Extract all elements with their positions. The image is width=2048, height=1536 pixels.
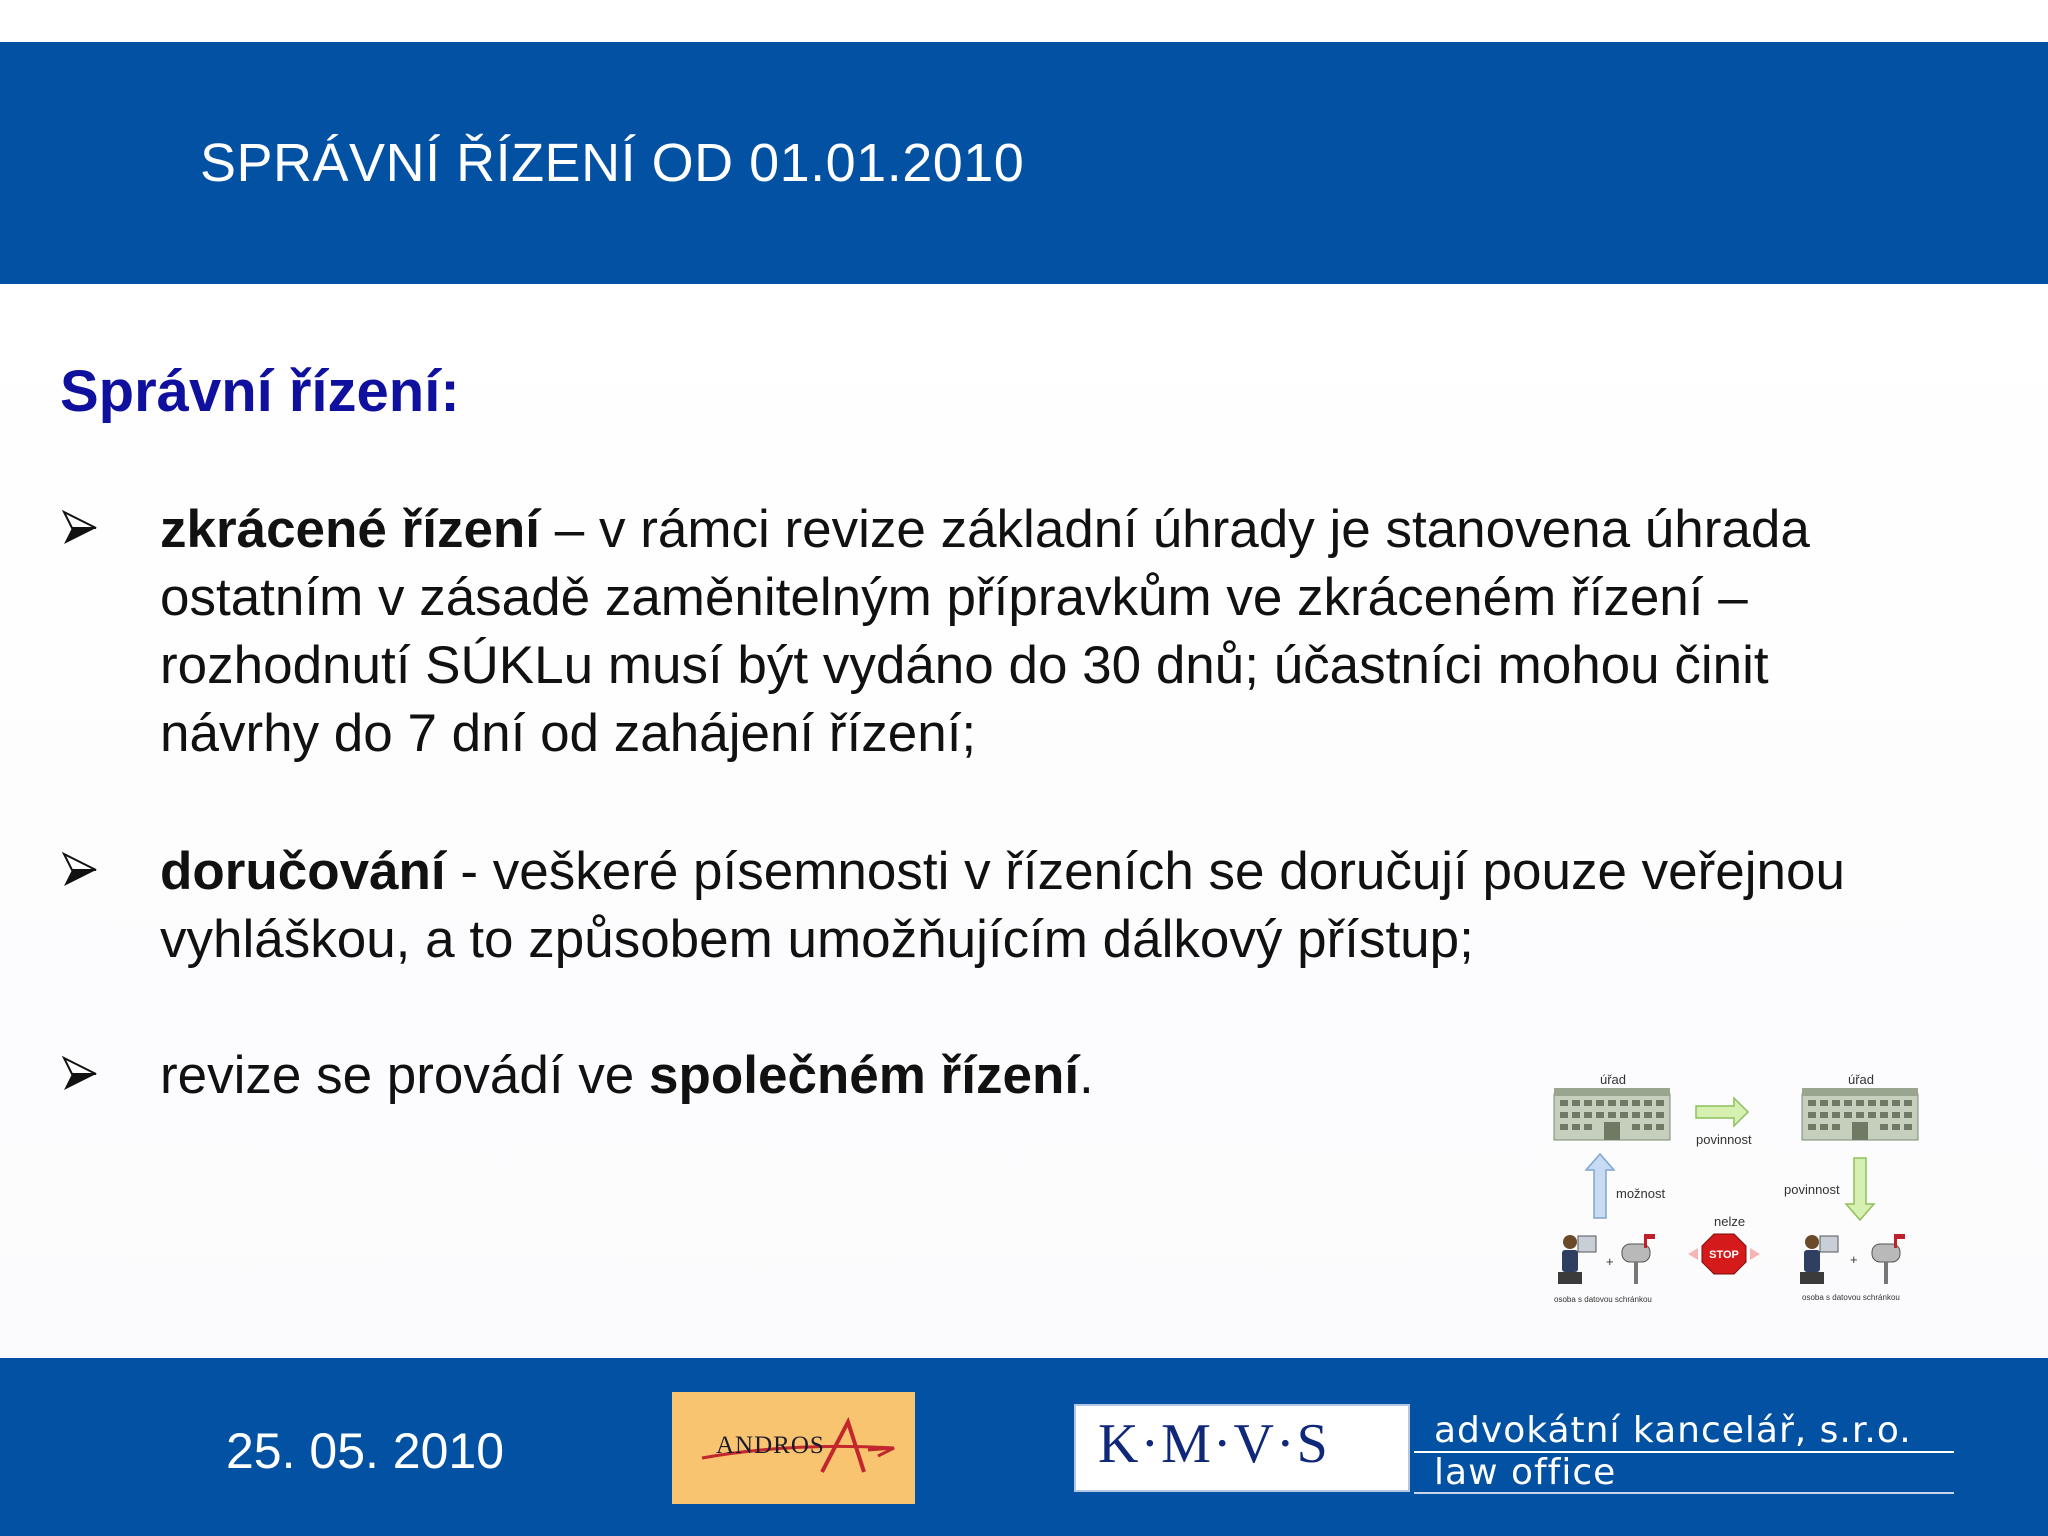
arrow-up-icon	[1586, 1154, 1614, 1218]
footer-date: 25. 05. 2010	[226, 1423, 505, 1479]
stop-label: nelze	[1714, 1214, 1746, 1229]
kmvs-line-1: advokátní kancelář, s.r.o.	[1434, 1410, 1912, 1451]
office-building-icon-right	[1802, 1088, 1918, 1140]
arrow-bullet-icon	[60, 1054, 100, 1094]
arrow-right-label: povinnost	[1784, 1182, 1840, 1197]
mailbox-icon-right	[1872, 1234, 1905, 1284]
bullet-pre-3: revize se provádí ve	[160, 1046, 650, 1105]
office-label-left: úřad	[1600, 1072, 1627, 1087]
office-label-right: úřad	[1848, 1072, 1875, 1087]
bullet-text-1	[160, 496, 1920, 768]
arrow-right-icon	[1696, 1098, 1748, 1126]
bullet-post-3: .	[1079, 1046, 1094, 1105]
stop-sign-text: STOP	[1709, 1249, 1739, 1261]
arrow-down-icon	[1846, 1158, 1874, 1220]
andros-logo-text: ANDROS	[716, 1432, 825, 1459]
plus-left: +	[1606, 1254, 1614, 1269]
arrow-bullet-icon	[60, 508, 100, 548]
bullet-rest-2: - veškeré písemnosti v řízeních se doručují pouze veřejnou vyhláškou, a to způsobem umožňujícím dálkový přístup;	[160, 842, 1845, 969]
andros-logo	[672, 1392, 915, 1504]
person-caption-left: osoba s datovou schránkou	[1554, 1295, 1652, 1304]
top-strip	[0, 0, 2048, 42]
kmvs-logo	[1074, 1404, 1954, 1496]
kmvs-logo-letters: K·M·V·S	[1098, 1413, 1330, 1475]
kmvs-logo-box	[1074, 1404, 1410, 1492]
slide-title: SPRÁVNÍ ŘÍZENÍ OD 01.01.2010	[200, 133, 1025, 193]
arrow-left-label: možnost	[1616, 1186, 1666, 1201]
person-caption-right: osoba s datovou schránkou	[1802, 1293, 1900, 1302]
person-at-computer-icon-right	[1800, 1235, 1838, 1284]
bullet-bold-1: zkrácené řízení	[160, 500, 541, 559]
bullet-bold-3: společném řízení	[649, 1046, 1080, 1105]
person-at-computer-icon-left	[1558, 1235, 1596, 1284]
section-heading: Správní řízení:	[60, 359, 460, 424]
arrow-top-label: povinnost	[1696, 1132, 1752, 1147]
mailbox-icon-left	[1622, 1234, 1655, 1284]
arrow-bullet-icon	[60, 850, 100, 890]
bullet-bold-2: doručování	[160, 842, 446, 901]
bullet-text-2	[160, 838, 1920, 974]
kmvs-line-2: law office	[1434, 1452, 1617, 1493]
data-box-diagram	[1548, 1068, 1928, 1318]
office-building-icon-left	[1554, 1088, 1670, 1140]
bullet-rest-1: – v rámci revize základní úhrady je stanovena úhrada ostatním v zásadě zaměnitelným přípravkům ve zkráceném řízení – rozhodnutí SÚKLu musí být vydáno do 30 dnů; účastníci mohou činit návrhy do 7 dní od zahájení řízení;	[160, 500, 1810, 763]
plus-right: +	[1850, 1252, 1858, 1267]
stop-sign-icon	[1688, 1234, 1760, 1274]
